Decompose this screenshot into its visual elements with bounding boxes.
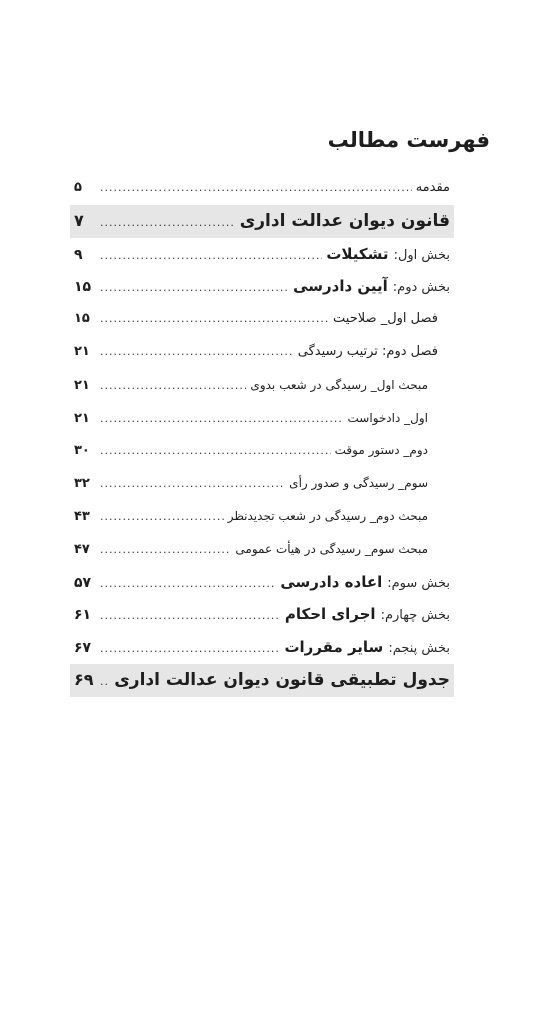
toc-entry-title: مبحث دوم_ رسیدگی در شعب تجدیدنظر <box>227 508 428 523</box>
toc-entry-title: دوم_ دستور موقت <box>334 443 428 458</box>
toc-entry-page-number: ۱۵ <box>74 279 92 296</box>
toc-entry <box>70 467 454 500</box>
dot-leader <box>100 207 236 240</box>
toc-entry-page-number: ۱۵ <box>74 311 90 327</box>
toc-entry-title: مقدمه <box>415 180 450 195</box>
toc-entry <box>70 369 454 402</box>
toc-entry-page-number: ۶۷ <box>74 640 92 657</box>
toc-entry-title: مبحث سوم_ رسیدگی در هیأت عمومی <box>235 541 428 556</box>
dot-leader <box>100 666 110 699</box>
toc-entry-prefix: بخش چهارم: <box>380 608 450 624</box>
toc-entry <box>70 664 454 697</box>
toc-entry <box>70 631 454 664</box>
toc-entry-title: سایر مقررات <box>284 638 384 657</box>
dot-leader <box>100 568 276 601</box>
toc-entry-page-number: ۴۳ <box>74 508 90 524</box>
dot-leader <box>100 303 329 336</box>
dot-leader <box>100 468 285 501</box>
toc-entry <box>70 598 454 631</box>
toc-entry <box>70 500 454 533</box>
toc-entry-page-number: ۴۷ <box>74 541 90 557</box>
toc-entry <box>70 402 454 435</box>
toc-entry <box>70 566 454 599</box>
toc-entry-prefix: بخش اول: <box>393 247 450 263</box>
toc-entry-prefix: بخش پنجم: <box>388 641 450 657</box>
toc-entry-title: آیین دادرسی <box>293 277 388 296</box>
toc-entry-prefix: بخش دوم: <box>392 280 450 296</box>
toc-entry-title: مبحث اول_ رسیدگی در شعب بدوی <box>250 377 428 392</box>
toc-entry-page-number: ۹ <box>74 246 83 263</box>
toc-entry-page-number: ۲۱ <box>74 410 90 426</box>
dot-leader <box>100 370 246 403</box>
dot-leader <box>100 501 224 534</box>
toc-entry <box>70 205 454 238</box>
dot-leader <box>100 403 344 436</box>
dot-leader <box>100 633 280 666</box>
toc-entry <box>70 303 454 336</box>
toc-entry-title: فصل اول_ صلاحیت <box>333 311 438 327</box>
toc-entry-title: اول_ دادخواست <box>347 410 428 425</box>
toc-entry-page-number: ۶۹ <box>74 669 94 689</box>
dot-leader <box>100 336 294 369</box>
toc-entry-page-number: ۵ <box>74 180 82 195</box>
toc-entry-title: قانون دیوان عدالت اداری <box>239 210 450 231</box>
dot-leader <box>100 172 412 205</box>
toc-entry-page-number: ۳۰ <box>74 443 90 459</box>
toc-entry-page-number: ۳۲ <box>74 476 90 492</box>
toc-entry-page-number: ۷ <box>74 210 84 230</box>
dot-leader <box>100 534 231 567</box>
toc-entry-page-number: ۲۱ <box>74 343 90 359</box>
toc-list <box>70 172 454 697</box>
toc-entry-page-number: ۶۱ <box>74 607 92 624</box>
dot-leader <box>100 600 281 633</box>
toc-entry-title: اعاده دادرسی <box>280 572 383 591</box>
toc-entry-title: اجرای احکام <box>284 605 376 624</box>
toc-entry <box>70 434 454 467</box>
toc-entry-title: سوم_ رسیدگی و صدور رأی <box>289 476 428 491</box>
dot-leader <box>100 435 331 468</box>
toc-entry-title: فصل دوم: ترتیب رسیدگی <box>297 343 438 359</box>
toc-entry <box>70 336 454 369</box>
toc-entry-title: تشکیلات <box>326 244 389 263</box>
toc-entry-title: جدول تطبیقی قانون دیوان عدالت اداری <box>114 669 450 690</box>
dot-leader <box>100 272 289 305</box>
toc-entry <box>70 238 454 271</box>
toc-entry-prefix: بخش سوم: <box>387 575 450 591</box>
toc-entry <box>70 533 454 566</box>
toc-entry <box>70 270 454 303</box>
page-title: فهرست مطالب <box>327 128 490 152</box>
toc-entry-page-number: ۵۷ <box>74 574 92 591</box>
toc-entry-page-number: ۲۱ <box>74 377 90 393</box>
dot-leader <box>100 240 322 273</box>
toc-entry <box>70 172 454 205</box>
